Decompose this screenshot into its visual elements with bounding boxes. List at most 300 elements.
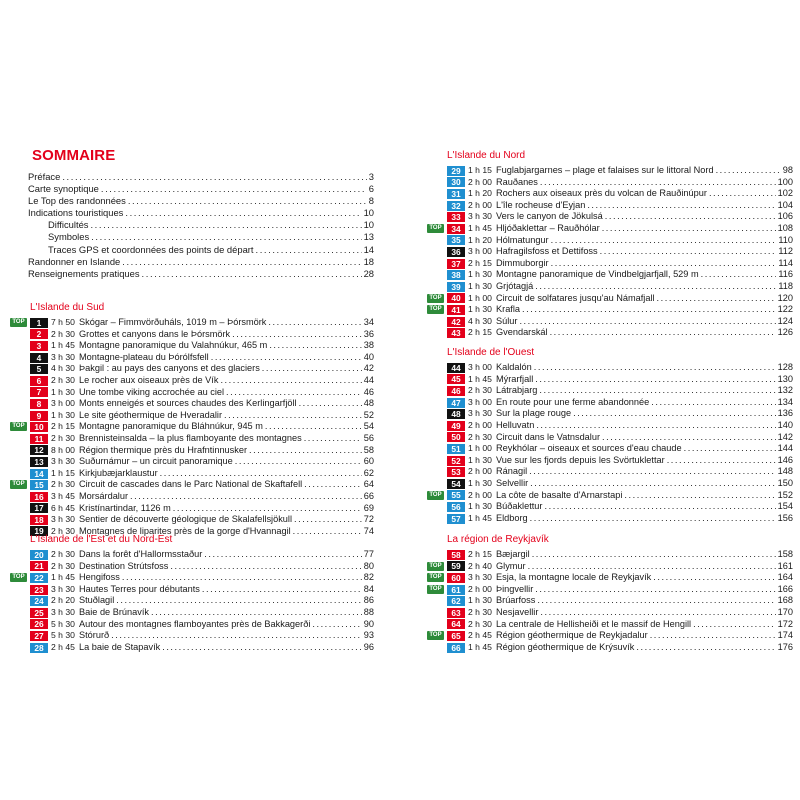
tour-name: Brúarfoss — [496, 595, 536, 606]
leader-dots — [90, 219, 361, 231]
tour-entry[interactable] — [30, 549, 374, 561]
entry-label: Renseignements pratiques — [28, 267, 140, 279]
top-badge: TOP — [427, 491, 444, 500]
contents-entry[interactable] — [28, 219, 374, 231]
tour-name: Sentier de découverte géologique de Skalafellsjökull — [79, 514, 292, 525]
tour-number-badge: 12 — [30, 445, 48, 455]
tour-entry[interactable] — [30, 445, 374, 457]
tour-number-badge: 52 — [447, 456, 465, 466]
leader-dots — [304, 479, 362, 491]
tour-entry[interactable] — [30, 433, 374, 445]
tour-name: Montagne panoramique du Bláhnúkur, 945 m — [79, 421, 263, 432]
tour-page-number: 42 — [363, 363, 374, 374]
leader-dots — [701, 269, 777, 281]
tour-duration: 3 h 30 — [51, 606, 75, 617]
tour-page-number: 158 — [777, 549, 793, 559]
tour-name: Monts enneigés et sources chaudes des Kerlingarfjöll — [79, 398, 297, 409]
tour-page-number: 124 — [777, 315, 793, 326]
tour-entry[interactable] — [447, 466, 793, 478]
tour-entry[interactable] — [30, 329, 374, 341]
tour-entry[interactable] — [447, 513, 793, 525]
tour-page-number: 148 — [777, 466, 793, 477]
tour-entry[interactable] — [447, 455, 793, 467]
leader-dots — [551, 235, 777, 247]
tour-duration: 3 h 00 — [468, 396, 492, 407]
tour-duration: 1 h 00 — [468, 292, 492, 303]
tour-name: Hautes Terres pour débutants — [79, 583, 200, 594]
tour-page-number: 170 — [777, 606, 793, 617]
leader-dots — [535, 584, 775, 596]
tour-entry[interactable] — [447, 269, 793, 281]
leader-dots — [528, 561, 776, 573]
contents-entry[interactable] — [28, 231, 374, 243]
tour-duration: 2 h 15 — [468, 327, 492, 338]
tour-name: Montagne-plateau du Þórólfsfell — [79, 351, 209, 362]
tour-name: Þingvellir — [496, 583, 534, 594]
leader-dots — [530, 478, 775, 490]
entry-page-number: 8 — [368, 195, 374, 207]
tour-name: Bæjargil — [496, 549, 530, 559]
tour-number-badge: 27 — [30, 631, 48, 641]
tour-number-badge: 33 — [447, 212, 465, 222]
tour-entry[interactable] — [30, 607, 374, 619]
tour-entry[interactable] — [429, 630, 793, 642]
tour-duration: 2 h 30 — [51, 328, 75, 339]
tour-page-number: 136 — [777, 408, 793, 419]
tour-number-badge: 48 — [447, 409, 465, 419]
tour-page-number: 128 — [777, 362, 793, 372]
entry-label: Difficultés — [48, 219, 89, 231]
tour-entry[interactable] — [447, 385, 793, 397]
tour-duration: 2 h 30 — [51, 432, 75, 443]
tour-number-badge: 18 — [30, 515, 48, 525]
tour-entry[interactable] — [447, 246, 793, 258]
leader-dots — [519, 316, 775, 328]
tour-entry[interactable] — [30, 619, 374, 631]
leader-dots — [539, 385, 775, 397]
tour-number-badge: 55 — [447, 490, 465, 500]
tour-number-badge: 37 — [447, 259, 465, 269]
tour-page-number: 150 — [777, 477, 793, 488]
leader-dots — [653, 572, 775, 584]
tour-page-number: 144 — [777, 443, 793, 454]
tour-name: Une tombe viking accrochée au ciel — [79, 386, 225, 397]
tour-entry[interactable] — [447, 432, 793, 444]
tour-page-number: 64 — [363, 479, 374, 490]
tour-number-badge: 59 — [447, 561, 465, 571]
tour-entry[interactable] — [12, 317, 374, 329]
tour-entry[interactable] — [30, 561, 374, 573]
tour-entry[interactable] — [12, 572, 374, 584]
tour-page-number: 168 — [777, 595, 793, 606]
tour-entry[interactable] — [447, 258, 793, 270]
tour-number-badge: 47 — [447, 398, 465, 408]
tour-number-badge: 15 — [30, 480, 48, 490]
tour-number-badge: 63 — [447, 608, 465, 618]
contents-entry[interactable] — [28, 171, 374, 183]
tour-name: Fuglabjargarnes – plage et falaises sur le littoral Nord — [496, 165, 714, 175]
tour-number-badge: 53 — [447, 467, 465, 477]
tour-entry[interactable] — [30, 340, 374, 352]
leader-dots — [142, 268, 362, 280]
tour-entry[interactable] — [447, 408, 793, 420]
tour-page-number: 56 — [363, 432, 374, 443]
tour-entry[interactable] — [30, 642, 374, 654]
tour-name: Stuðlagil — [79, 595, 115, 606]
tour-name: Sur la plage rouge — [496, 408, 572, 419]
tour-number-badge: 21 — [30, 561, 48, 571]
leader-dots — [573, 408, 776, 420]
tour-page-number: 134 — [777, 396, 793, 407]
tour-entry[interactable] — [30, 514, 374, 526]
leader-dots — [151, 607, 362, 619]
leader-dots — [101, 183, 367, 195]
leader-dots — [532, 549, 776, 561]
tour-entry[interactable] — [447, 619, 793, 631]
tour-number-badge: 62 — [447, 596, 465, 606]
leader-dots — [122, 572, 362, 584]
tour-entry[interactable] — [447, 177, 793, 189]
tour-name: Mýrarfjall — [496, 373, 534, 384]
tour-number-badge: 19 — [30, 526, 48, 536]
tour-page-number: 130 — [777, 373, 793, 384]
leader-dots — [544, 501, 775, 513]
tour-entry[interactable] — [429, 292, 793, 305]
tour-page-number: 48 — [363, 398, 374, 409]
section-title: L'Islande de l'Est et du Nord-Est — [30, 534, 173, 545]
tour-name: Circuit de solfatares jusqu'au Námafjall — [496, 292, 655, 303]
tour-page-number: 108 — [777, 222, 793, 233]
tour-duration: 1 h 30 — [468, 280, 492, 291]
tour-name: La baie de Stapavík — [79, 641, 161, 652]
tour-number-badge: 16 — [30, 492, 48, 502]
tour-page-number: 126 — [777, 327, 793, 338]
tour-entry[interactable] — [447, 642, 793, 654]
tour-duration: 2 h 30 — [468, 431, 492, 442]
tour-page-number: 34 — [363, 317, 374, 327]
tour-page-number: 54 — [363, 421, 374, 432]
tour-duration: 4 h 30 — [468, 315, 492, 326]
tour-duration: 6 h 45 — [51, 502, 75, 513]
contents-entry[interactable] — [28, 256, 374, 268]
tour-entry[interactable] — [447, 607, 793, 619]
tour-page-number: 72 — [363, 514, 374, 525]
tour-duration: 2 h 45 — [51, 641, 75, 652]
leader-dots — [91, 231, 361, 243]
top-badge: TOP — [427, 573, 444, 582]
leader-dots — [551, 258, 777, 270]
leader-dots — [605, 211, 776, 223]
top-badge: TOP — [10, 422, 27, 431]
tour-entry[interactable] — [447, 549, 793, 561]
tour-entry[interactable] — [447, 316, 793, 328]
tour-name: Hengifoss — [79, 572, 120, 583]
tour-page-number: 176 — [777, 641, 793, 652]
top-badge: TOP — [10, 480, 27, 489]
tour-name: Région thermique près du Hrafntinnusker — [79, 444, 248, 455]
tour-entry[interactable] — [30, 630, 374, 642]
tour-duration: 2 h 30 — [468, 618, 492, 629]
tour-duration: 3 h 00 — [51, 398, 75, 409]
tour-name: Nesjavellir — [496, 606, 539, 617]
tour-name: Ránagil — [496, 466, 528, 477]
tour-page-number: 164 — [777, 572, 793, 583]
entry-label: Carte synoptique — [28, 183, 99, 195]
tour-number-badge: 51 — [447, 444, 465, 454]
page-title: SOMMAIRE — [32, 147, 116, 164]
tour-entry[interactable] — [429, 583, 793, 596]
tour-duration: 2 h 30 — [51, 560, 75, 571]
tour-name: Súlur — [496, 315, 518, 326]
entry-page-number: 10 — [363, 219, 374, 231]
tour-entry[interactable] — [30, 491, 374, 503]
tour-number-badge: 60 — [447, 573, 465, 583]
leader-dots — [122, 256, 361, 268]
tour-name: Búðaklettur — [496, 501, 543, 512]
tour-entry[interactable] — [447, 478, 793, 490]
entry-label: Symboles — [48, 231, 90, 243]
tour-entry[interactable] — [447, 235, 793, 247]
tour-number-badge: 32 — [447, 201, 465, 211]
tour-duration: 2 h 00 — [468, 199, 492, 210]
tour-page-number: 60 — [363, 456, 374, 467]
tour-duration: 1 h 45 — [468, 373, 492, 384]
tour-entry[interactable] — [447, 362, 793, 374]
tour-number-badge: 20 — [30, 550, 48, 560]
tour-number-badge: 3 — [30, 341, 48, 351]
tour-entry[interactable] — [30, 398, 374, 410]
entry-label: Traces GPS et coordonnées des points de départ — [48, 243, 254, 255]
tour-entry[interactable] — [447, 501, 793, 513]
tour-entry[interactable] — [447, 165, 793, 177]
tour-number-badge: 1 — [30, 318, 48, 328]
entry-page-number: 14 — [363, 243, 374, 255]
leader-dots — [667, 455, 776, 467]
top-badge: TOP — [10, 318, 27, 327]
leader-dots — [534, 362, 776, 374]
leader-dots — [522, 304, 776, 316]
tour-number-badge: 2 — [30, 329, 48, 339]
tour-page-number: 118 — [778, 280, 793, 291]
tour-name: Dimmuborgir — [496, 257, 549, 268]
contents-entry[interactable] — [28, 244, 374, 256]
tour-entry[interactable] — [429, 222, 793, 235]
tour-entry[interactable] — [447, 397, 793, 409]
tour-page-number: 140 — [777, 419, 793, 430]
section-north — [429, 149, 793, 339]
leader-dots — [125, 207, 361, 219]
tour-number-badge: 30 — [447, 177, 465, 187]
tour-number-badge: 46 — [447, 386, 465, 396]
tour-duration: 2 h 30 — [51, 525, 75, 536]
tour-duration: 3 h 00 — [468, 246, 492, 257]
tour-name: Brennisteinsalda – la plus flamboyante des montagnes — [79, 432, 302, 443]
contents-entry[interactable] — [28, 195, 374, 207]
tour-entry[interactable] — [30, 456, 374, 468]
tour-entry[interactable] — [447, 211, 793, 223]
tour-entry[interactable] — [447, 374, 793, 386]
tour-entry[interactable] — [30, 503, 374, 515]
leader-dots — [530, 513, 776, 525]
leader-dots — [540, 607, 775, 619]
tour-number-badge: 29 — [447, 166, 465, 176]
tour-number-badge: 61 — [447, 585, 465, 595]
leader-dots — [111, 630, 362, 642]
tour-name: L'île rocheuse d'Eyjan — [496, 199, 586, 210]
tour-entry[interactable] — [30, 584, 374, 596]
leader-dots — [536, 420, 775, 432]
tour-page-number: 120 — [777, 292, 793, 303]
tour-duration: 1 h 15 — [51, 467, 75, 478]
top-badge: TOP — [427, 224, 444, 233]
leader-dots — [130, 491, 362, 503]
tour-page-number: 82 — [363, 572, 374, 583]
tour-number-badge: 57 — [447, 514, 465, 524]
tour-duration: 2 h 40 — [468, 560, 492, 571]
leader-dots — [265, 421, 362, 433]
tour-entry[interactable] — [447, 188, 793, 200]
tour-page-number: 161 — [777, 560, 793, 571]
tour-duration: 1 h 30 — [468, 304, 492, 315]
tour-entry[interactable] — [30, 363, 374, 375]
tour-name: Stórurð — [79, 630, 110, 641]
tour-name: Vers le canyon de Jökulsá — [496, 211, 603, 222]
tour-entry[interactable] — [30, 410, 374, 422]
leader-dots — [529, 466, 776, 478]
tour-page-number: 142 — [777, 431, 793, 442]
contents-entry[interactable] — [28, 268, 374, 280]
tour-page-number: 174 — [777, 630, 793, 641]
tour-entry[interactable] — [447, 200, 793, 212]
top-badge: TOP — [427, 305, 444, 314]
tour-duration: 2 h 45 — [468, 630, 492, 641]
tour-entry[interactable] — [429, 572, 793, 584]
tour-number-badge: 6 — [30, 376, 48, 386]
tour-entry[interactable] — [12, 479, 374, 491]
tour-page-number: 77 — [363, 549, 374, 559]
tour-name: Le site géothermique de Hveradalir — [79, 409, 222, 420]
tour-entry[interactable] — [12, 421, 374, 433]
entry-label: Préface — [28, 171, 61, 182]
leader-dots — [600, 246, 777, 258]
tour-page-number: 62 — [363, 467, 374, 478]
entry-label: Randonner en Islande — [28, 255, 121, 267]
tour-page-number: 156 — [777, 512, 793, 523]
tour-number-badge: 9 — [30, 411, 48, 421]
tour-number-badge: 31 — [447, 189, 465, 199]
leader-dots — [173, 503, 362, 515]
tour-duration: 1 h 30 — [468, 477, 492, 488]
tour-entry[interactable] — [429, 489, 793, 502]
tour-duration: 1 h 30 — [468, 501, 492, 512]
tour-page-number: 104 — [777, 199, 793, 210]
tour-entry[interactable] — [429, 560, 793, 573]
tour-duration: 3 h 30 — [51, 514, 75, 525]
top-badge: TOP — [427, 585, 444, 594]
tour-number-badge: 28 — [30, 643, 48, 653]
tour-name: Grjótagjá — [496, 280, 534, 291]
leader-dots — [304, 433, 362, 445]
tour-entry[interactable] — [30, 352, 374, 364]
tour-name: Eldborg — [496, 512, 528, 523]
tour-duration: 1 h 45 — [468, 512, 492, 523]
tour-number-badge: 35 — [447, 235, 465, 245]
leader-dots — [636, 642, 775, 654]
tour-duration: 2 h 30 — [468, 385, 492, 396]
tour-name: Kaldalón — [496, 362, 532, 372]
tour-number-badge: 17 — [30, 503, 48, 513]
leader-dots — [294, 514, 362, 526]
tour-number-badge: 34 — [447, 224, 465, 234]
tour-name: Montagnes de liparites près de la gorge d'Hvannagil — [79, 525, 291, 536]
tour-duration: 1 h 30 — [468, 454, 492, 465]
tour-entry[interactable] — [447, 443, 793, 455]
leader-dots — [224, 410, 362, 422]
tour-page-number: 58 — [363, 444, 374, 455]
tour-duration: 1 h 45 — [468, 641, 492, 652]
leader-dots — [268, 317, 361, 329]
tour-duration: 3 h 00 — [468, 362, 492, 372]
tour-entry[interactable] — [447, 327, 793, 339]
general-contents-list — [28, 171, 374, 280]
tour-number-badge: 11 — [30, 434, 48, 444]
tour-page-number: 52 — [363, 409, 374, 420]
tour-name: Gvendarskál — [496, 327, 548, 338]
leader-dots — [657, 293, 776, 305]
section-title: L'Islande de l'Ouest — [447, 347, 535, 358]
tour-duration: 4 h 30 — [51, 363, 75, 374]
tour-name: Le rocher aux oiseaux près de Vík — [79, 374, 219, 385]
tour-entry[interactable] — [447, 595, 793, 607]
tour-entry[interactable] — [30, 375, 374, 387]
contents-entry[interactable] — [28, 207, 374, 219]
tour-page-number: 93 — [363, 630, 374, 641]
tour-duration: 5 h 30 — [51, 618, 75, 629]
leader-dots — [116, 595, 362, 607]
leader-dots — [709, 188, 776, 200]
tour-number-badge: 7 — [30, 387, 48, 397]
tour-entry[interactable] — [447, 420, 793, 432]
tour-name: Reykhólar – oiseaux et sources d'eau chaude — [496, 443, 682, 454]
tour-page-number: 69 — [363, 502, 374, 513]
leader-dots — [602, 223, 776, 235]
tour-page-number: 80 — [363, 560, 374, 571]
tour-name: La centrale de Hellisheiði et le massif de Hengill — [496, 618, 692, 629]
tour-duration: 1 h 20 — [468, 188, 492, 199]
tour-entry[interactable] — [30, 468, 374, 480]
tour-page-number: 86 — [363, 595, 374, 606]
tour-number-badge: 22 — [30, 573, 48, 583]
tour-name: La côte de basalte d'Arnarstapi — [496, 489, 623, 500]
tour-duration: 3 h 30 — [468, 572, 492, 583]
tour-page-number: 172 — [777, 618, 793, 629]
tour-duration: 2 h 00 — [468, 583, 492, 594]
tour-number-badge: 24 — [30, 596, 48, 606]
contents-entry[interactable] — [28, 183, 374, 195]
tour-entry[interactable] — [30, 595, 374, 607]
tour-page-number: 112 — [778, 246, 793, 257]
tour-duration: 1 h 20 — [468, 234, 492, 245]
tour-page-number: 154 — [777, 501, 793, 512]
tour-entry[interactable] — [30, 387, 374, 399]
tour-page-number: 36 — [363, 328, 374, 339]
tour-page-number: 74 — [363, 525, 374, 536]
section-reykjavik — [429, 533, 793, 653]
tour-duration: 5 h 30 — [51, 630, 75, 641]
tour-entry[interactable] — [429, 304, 793, 316]
tour-number-badge: 10 — [30, 422, 48, 432]
tour-entry[interactable] — [447, 281, 793, 293]
